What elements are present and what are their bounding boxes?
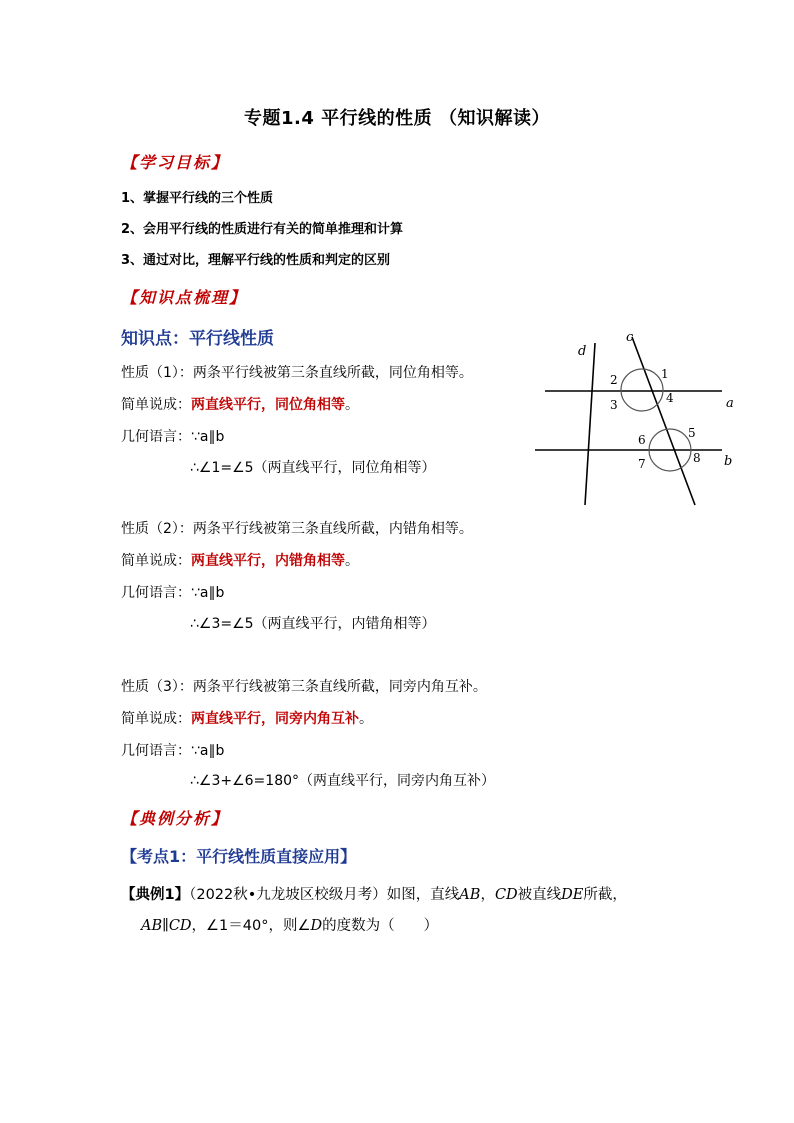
line-c — [632, 337, 695, 505]
label-c: c — [626, 330, 634, 345]
label-a: a — [726, 396, 734, 411]
goal-item: 2、会用平行线的性质进行有关的简单推理和计算 — [121, 222, 404, 237]
page-title: 专题1.4 平行线的性质 （知识解读） — [244, 108, 550, 129]
property-1-statement: 性质（1）：两条平行线被第三条直线所截，同位角相等。 — [121, 365, 473, 381]
parallel-lines-figure — [530, 325, 750, 510]
property-3-simple: 简单说成：两直线平行，同旁内角互补。 — [121, 711, 373, 727]
knowledge-point-heading: 知识点：平行线性质 — [121, 329, 274, 349]
angle-label: 1 — [661, 367, 669, 381]
angle-label: 3 — [610, 398, 618, 412]
label-d: d — [578, 344, 587, 359]
property-3-therefore: ∴∠3+∠6=180°（两直线平行，同旁内角互补） — [190, 773, 496, 789]
property-3-statement: 性质（3）：两条平行线被第三条直线所截，同旁内角互补。 — [121, 679, 487, 695]
goal-item: 3、通过对比，理解平行线的性质和判定的区别 — [121, 253, 391, 268]
label-b: b — [724, 454, 733, 469]
angle-label: 5 — [688, 426, 696, 440]
property-2-geo: 几何语言：∵a∥b — [121, 585, 225, 601]
line-d — [585, 343, 595, 505]
angle-label: 6 — [638, 433, 646, 447]
angle-label: 2 — [610, 373, 618, 387]
property-1-geo: 几何语言：∵a∥b — [121, 429, 225, 445]
example-1-line-2: AB∥CD，∠1＝40°，则∠D的度数为（ ） — [141, 918, 439, 934]
exam-point-heading: 【考点1：平行线性质直接应用】 — [121, 847, 357, 866]
section-knowledge-heading: 【知识点梳理】 — [121, 288, 248, 307]
property-2-statement: 性质（2）：两条平行线被第三条直线所截，内错角相等。 — [121, 521, 473, 537]
angle-label: 7 — [638, 457, 646, 471]
goal-item: 1、掌握平行线的三个性质 — [121, 191, 274, 206]
property-1-simple: 简单说成：两直线平行，同位角相等。 — [121, 397, 359, 413]
property-1-therefore: ∴∠1=∠5（两直线平行，同位角相等） — [190, 460, 436, 476]
property-2-simple: 简单说成：两直线平行，内错角相等。 — [121, 553, 359, 569]
section-goals-heading: 【学习目标】 — [121, 153, 230, 172]
example-1-line-1: 【典例1】（2022秋•九龙坡区校级月考）如图，直线AB，CD被直线DE所截， — [121, 887, 627, 903]
angle-circle-top — [621, 369, 663, 411]
angle-label: 4 — [666, 391, 674, 405]
angle-label: 8 — [693, 451, 701, 465]
section-examples-heading: 【典例分析】 — [121, 809, 230, 828]
property-3-geo: 几何语言：∵a∥b — [121, 743, 225, 759]
property-2-therefore: ∴∠3=∠5（两直线平行，内错角相等） — [190, 616, 436, 632]
